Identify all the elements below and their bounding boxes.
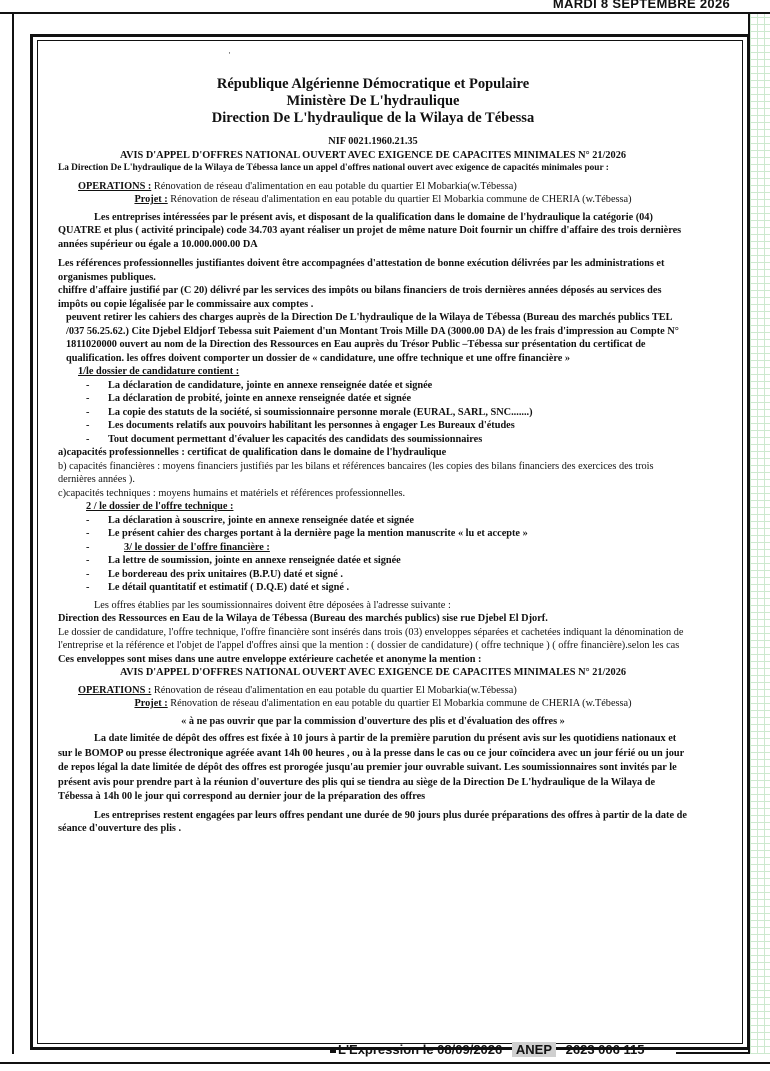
- title-line-3: Direction De L'hydraulique de la Wilaya de Tébessa: [211, 110, 535, 126]
- notice-title: AVIS D'APPEL D'OFFRES NATIONAL OUVERT AVEC EXIGENCE DE CAPACITES MINIMALES N° 21/2026: [119, 149, 626, 161]
- list-item: - La lettre de soumission, jointe en annexe renseignée datée et signée: [86, 554, 688, 568]
- operations-label: OPERATIONS :: [78, 180, 152, 192]
- footer-rule-right: [676, 1048, 748, 1054]
- dossier-technique-list: [58, 514, 688, 541]
- projet-label: Projet :: [134, 194, 168, 205]
- eligibility-paragraph: Les entreprises intéressées par le présent avis, et disposant de la qualification dans le domaine de l'hydraulique la catégorie (04) QUATRE et plus ( activité principale) code 34.703 ayant réaliser un projet de même nature Doit fournir un chiffre d'affaire des trois dernières années supérieur ou égale a 10.000.000.00 DA: [58, 211, 682, 250]
- projet-text-repeat: Rénovation de réseau d'alimentation en eau potable du quartier El Mobarkia commune de CHERIA (w.Tébessa): [170, 698, 632, 709]
- dossier-candidature-heading: 1/le dossier de candidature contient :: [78, 366, 240, 377]
- projet-line-repeat: [58, 697, 688, 711]
- ad-reference: 2623 006 115: [565, 1042, 645, 1057]
- publication-name: L'Expression le 08/09/2026: [338, 1042, 503, 1057]
- projet-text: Rénovation de réseau d'alimentation en eau potable du quartier El Mobarkia commune de CHERIA (w.Tébessa): [170, 194, 632, 205]
- list-item: - La déclaration de probité, jointe en annexe renseignée datée et signée: [86, 392, 688, 406]
- deposit-address: Direction des Ressources en Eau de la Wilaya de Tébessa (Bureau des marchés publics) sise rue Djebel El Djorf.: [58, 613, 548, 624]
- nif-number: NIF 0021.1960.21.35: [328, 136, 418, 147]
- list-item: - Le détail quantitatif et estimatif ( D.Q.E) daté et signé .: [86, 581, 688, 595]
- print-mark: ·: [228, 48, 231, 58]
- operations-label-repeat: OPERATIONS :: [78, 684, 152, 696]
- turnover-paragraph: chiffre d'affaire justifié par (C 20) délivré par les services des impôts ou bilans financiers de trois dernières années déposés au services des impôts ou copie légalisée par le commissaire aux comptes .: [58, 285, 662, 310]
- capacity-financial: b) capacités financières : moyens financiers justifiés par les bilans et références bancaires (les copies des bilans financiers des exercices des trois dernières années ).: [58, 460, 654, 485]
- notice-title-repeat: AVIS D'APPEL D'OFFRES NATIONAL OUVERT AVEC EXIGENCE DE CAPACITES MINIMALES N° 21/2026: [119, 667, 626, 678]
- intro-text: La Direction De L'hydraulique de la Wilaya de Tébessa lance un appel d'offres national ouvert avec exigence de capacités minimales pour :: [58, 163, 609, 173]
- newspaper-header: [0, 0, 770, 14]
- projet-label-repeat: Projet :: [134, 698, 168, 709]
- operations-text-repeat: Rénovation de réseau d'alimentation en eau potable du quartier El Mobarkia(w.Tébessa): [153, 684, 517, 696]
- dossier-technique-heading: 2 / le dossier de l'offre technique :: [86, 501, 234, 512]
- list-item: - Tout document permettant d'évaluer les capacités des candidats des soumissionnaires: [86, 433, 688, 447]
- dossier-financiere-heading-wrap: [58, 541, 688, 555]
- projet-line: [58, 193, 688, 207]
- capacity-professional: a)capacités professionnelles : certificat de qualification dans le domaine de l'hydraulique: [58, 447, 447, 458]
- bottom-rule: [0, 1062, 770, 1064]
- footer-credit: [338, 1042, 644, 1057]
- envelopes-paragraph: Le dossier de candidature, l'offre technique, l'offre financière sont insérés dans trois (03) enveloppes séparées et cachetées indiquant la dénomination de l'entreprise et la référence et l'objet de l'appel d'offres ainsi que la mention : ( dossier de candidature) ( offre technique ) ( offre financière).selon les cas: [58, 626, 684, 651]
- tender-notice: [58, 76, 688, 836]
- deadline-paragraph: La date limitée de dépôt des offres est fixée à 10 jours à partir de la première parution du présent avis sur les quotidiens nationaux et sur le BOMOP ou presse électronique agréée avant 14h 00 heures , ou à la presse dans le cas ou ce jour coïncidera avec un jour férié ou un jour de repos légal la date limitée de dépôt des offres est prorogée jusqu'au premier jour ouvrable suivant. Les soumissionnaires sont invités par le présent avis pour prendre part à la réunion d'ouverture des plis qui se tiendra au siège de la Direction De L'hydraulique de la Wilaya de Tébessa à 14h 00 le jour qui correspond au dernier jour de la préparation des offres: [58, 733, 684, 802]
- footer-rule-left: [330, 1050, 336, 1053]
- list-item: - La déclaration à souscrire, jointe en annexe renseignée datée et signée: [86, 514, 688, 528]
- capacity-technical: c)capacités techniques : moyens humains et matériels et références professionnelles.: [58, 487, 406, 499]
- validity-paragraph: Les entreprises restent engagées par leurs offres pendant une durée de 90 jours plus durée préparations des offres à partir de la date de séance d'ouverture des plis .: [58, 809, 687, 834]
- dossier-candidature-list: [58, 379, 688, 447]
- list-item: - La copie des statuts de la société, si soumissionnaire personne morale (EURAL, SARL, SNC.......): [86, 406, 688, 420]
- operations-line: [58, 180, 688, 194]
- header-rule: [0, 12, 770, 14]
- operations-text: Rénovation de réseau d'alimentation en eau potable du quartier El Mobarkia(w.Tébessa): [153, 180, 517, 192]
- ad-footer: [330, 1042, 750, 1062]
- dossier-financiere-list: [58, 554, 688, 595]
- outer-envelope-paragraph: Ces enveloppes sont mises dans une autre enveloppe extérieure cachetée et anonyme la mention :: [58, 653, 482, 665]
- dossier-financiere-heading: - 3/ le dossier de l'offre financière :: [86, 541, 688, 555]
- title-line-1: République Algérienne Démocratique et Populaire: [216, 76, 530, 92]
- deposit-paragraph: Les offres établies par les soumissionnaires doivent être déposées à l'adresse suivante :: [94, 599, 451, 611]
- operations-line-repeat: [58, 684, 688, 698]
- right-column-grid: [748, 14, 770, 1054]
- left-column-edge: [0, 14, 14, 1054]
- list-item: - Le bordereau des prix unitaires (B.P.U) daté et signé .: [86, 568, 688, 582]
- withdrawal-paragraph: peuvent retirer les cahiers des charges auprès de la Direction De L'hydraulique de la Wilaya de Tébessa (Bureau des marchés publics TEL /037 56.25.62.) Cite Djebel Eldjorf Tebessa suit Paiement d'un Montant Trois Mille DA (3000.00 DA) de les frais d'impression au Compte N° 1811020000 ouvert au nom de la Direction des Ressources en Eau auprès du Trésor Public –Tébessa sur présentation du certificat de qualification. les offres doivent comporter un dossier de « candidature, une offre technique et une offre financière »: [66, 312, 679, 364]
- list-item: - Le présent cahier des charges portant à la dernière page la mention manuscrite « lu et accepte »: [86, 527, 688, 541]
- newspaper-date: MARDI 8 SEPTEMBRE 2026: [551, 0, 732, 11]
- anep-badge: ANEP: [512, 1042, 556, 1057]
- title-line-2: Ministère De L'hydraulique: [286, 93, 460, 109]
- list-item: - La déclaration de candidature, jointe en annexe renseignée datée et signée: [86, 379, 688, 393]
- list-item: - Les documents relatifs aux pouvoirs habilitant les personnes à engager Les Bureaux d'études: [86, 419, 688, 433]
- do-not-open-mention: « à ne pas ouvrir que par la commission d'ouverture des plis et d'évaluation des offres »: [181, 715, 565, 727]
- references-paragraph: Les références professionnelles justifiantes doivent être accompagnées d'attestation de bonne exécution délivrées par les administrations et organismes publiques.: [58, 258, 665, 283]
